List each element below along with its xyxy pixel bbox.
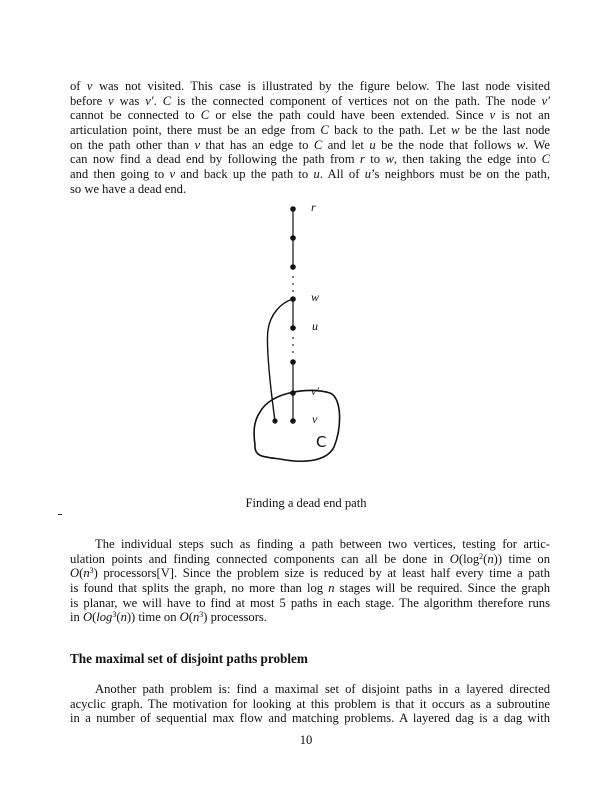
- page-number: 10: [299, 733, 313, 747]
- text-line: and then going to v and back up the path to u. All of u’s neighbors must be on the path,: [70, 166, 550, 181]
- node-v: [290, 418, 296, 424]
- node-v-prime: [290, 390, 296, 396]
- math-symbol: v: [489, 108, 496, 123]
- text-line: so we have a dead end.: [70, 181, 187, 196]
- math-symbol: v: [108, 93, 114, 108]
- scan-mark: [58, 514, 62, 515]
- math-symbol: v′: [145, 93, 154, 108]
- math-symbol: C: [541, 152, 550, 167]
- math-symbol: n: [487, 551, 494, 566]
- text-line: Another path problem is: find a maximal set of disjoint paths in a layered directed: [95, 682, 550, 696]
- node-path: [290, 264, 296, 270]
- math-symbol: w: [451, 122, 460, 137]
- math-symbol: O: [82, 610, 93, 625]
- text-line: ulation points and finding connected components can all be done in $O(\log^2(n))$ time on: [70, 551, 550, 566]
- label-component-c: C: [316, 433, 327, 451]
- node-path: [290, 359, 296, 365]
- math-symbol: C: [320, 122, 329, 137]
- paragraph-complexity: [70, 537, 550, 625]
- figure-svg: [230, 195, 380, 495]
- math-symbol: v: [194, 137, 201, 152]
- ellipsis-dots-lower: [292, 337, 294, 353]
- text-line: acyclic graph. The motivation for looking at this problem is that it occurs as a subroutine: [70, 696, 550, 711]
- text-line: $O(n^3)$ processors[V]. Since the problem size is reduced by at least half every time a path: [70, 566, 550, 581]
- math-symbol: u: [369, 137, 376, 152]
- math-symbol: C: [200, 108, 210, 123]
- math-symbol: n: [192, 610, 200, 625]
- dead-end-path-figure: [230, 195, 380, 495]
- node-in-c: [272, 418, 277, 423]
- text-line: in a number of sequential max flow and matching problems. A layered dag is a dag with: [70, 711, 550, 726]
- math-symbol: w: [385, 152, 394, 167]
- node-u: [290, 325, 296, 331]
- text-line: articulation point, there must be an edge from C back to the path. Let w be the last node: [70, 122, 550, 137]
- text-line: can now find a dead end by following the path from r to w, then taking the edge into C: [70, 152, 550, 167]
- section-heading: The maximal set of disjoint paths problem: [70, 651, 308, 666]
- label-u: u: [312, 319, 318, 333]
- math-symbol: C: [313, 137, 323, 152]
- text-line: in $O(\log^3(n))$ time on $O(n^3)$ processors.: [70, 610, 267, 625]
- math-symbol: O: [179, 610, 189, 625]
- text-line: is found that splits the graph, no more than log n stages will be required. Since the graph: [70, 580, 550, 595]
- text-line: on the path other than v that has an edge to C and let u be the node that follows w. We: [70, 137, 550, 152]
- ellipsis-dots-upper: [292, 276, 294, 292]
- math-symbol: n: [328, 580, 335, 595]
- math-symbol: v: [86, 79, 93, 93]
- math-symbol: C: [162, 93, 172, 108]
- math-symbol: v′: [541, 93, 551, 108]
- label-r: r: [311, 200, 316, 214]
- text-line: of v was not visited. This case is illustrated by the figure below. The last node visited: [70, 79, 550, 93]
- math-symbol: log: [96, 610, 113, 625]
- text-line: before v was v′. C is the connected component of vertices not on the path. The node v′: [70, 93, 551, 108]
- math-symbol: v: [169, 166, 176, 181]
- paragraph-dead-end-argument: [70, 79, 550, 196]
- label-v: v: [312, 412, 318, 426]
- math-symbol: O: [449, 551, 459, 566]
- math-symbol: n: [83, 566, 90, 581]
- superscript: 2: [479, 551, 484, 561]
- math-symbol: r: [359, 152, 365, 167]
- superscript: 3: [199, 610, 204, 620]
- edge-c-to-w: [267, 299, 293, 421]
- text-line: is planar, we will have to find at most 5 paths in each stage. The algorithm therefore runs: [70, 595, 550, 610]
- math-symbol: u: [313, 166, 320, 181]
- label-v-prime: v′: [311, 384, 319, 398]
- label-w: w: [311, 290, 320, 304]
- math-symbol: O: [70, 566, 80, 581]
- text-line: cannot be connected to C or else the path could have been extended. Since v is not an: [70, 108, 551, 123]
- paragraph-disjoint-paths: [70, 682, 550, 726]
- node-r: [290, 206, 296, 212]
- math-symbol: u: [364, 166, 372, 181]
- node-path: [290, 235, 296, 241]
- superscript: 3: [89, 566, 94, 576]
- math-symbol: w: [516, 137, 526, 152]
- component-c-boundary: [254, 390, 340, 461]
- superscript: 3: [112, 610, 117, 620]
- math-symbol: n: [120, 610, 127, 625]
- text-line: The individual steps such as finding a path between two vertices, testing for artic-: [95, 537, 550, 551]
- figure-caption: Finding a dead end path: [245, 496, 367, 510]
- node-w: [290, 296, 296, 302]
